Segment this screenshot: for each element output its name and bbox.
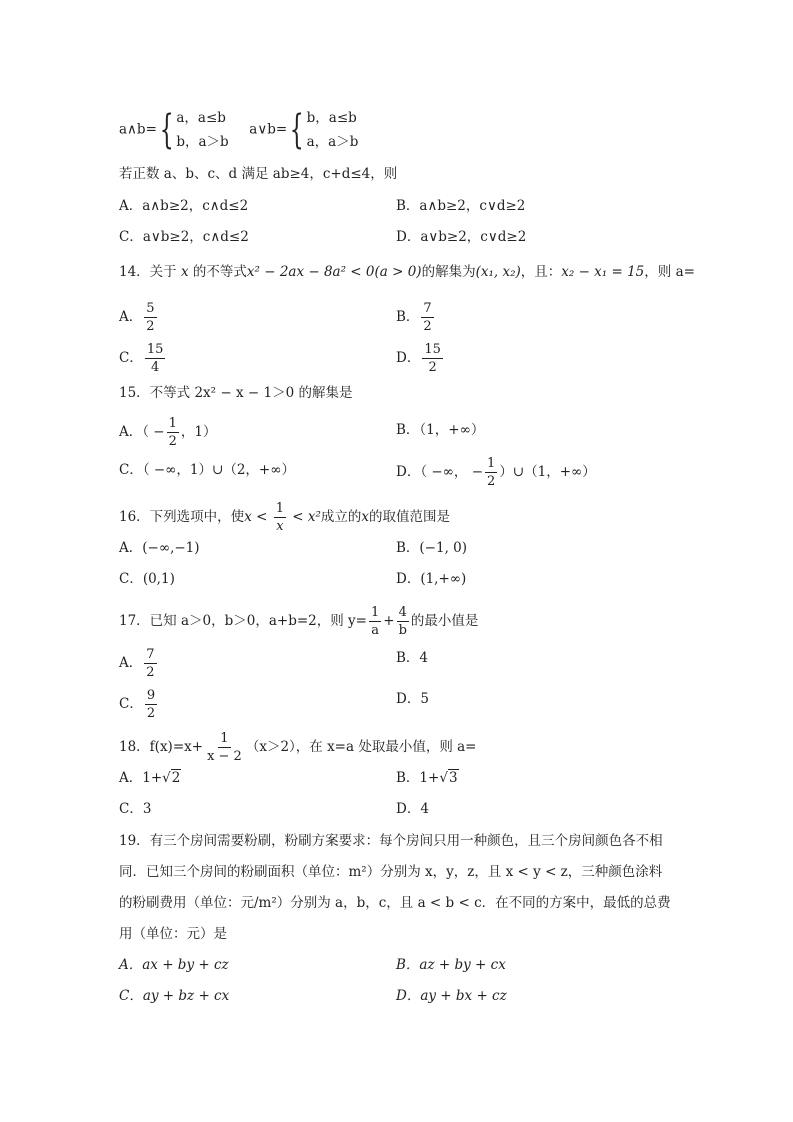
q16-var-x2: x [361, 509, 370, 525]
q15-a-fraction [167, 417, 179, 448]
q16-option-a[interactable]: A．(−∞,−1) [119, 540, 200, 556]
q18-option-a[interactable] [119, 768, 181, 788]
q13-option-c[interactable]: C．a∨b≥2，c∧d≤2 [119, 229, 249, 245]
q15-d-fraction [485, 457, 497, 488]
q17-c-fraction [145, 689, 157, 720]
q14-a-den: 2 [146, 319, 155, 334]
q14-option-b[interactable] [396, 302, 436, 333]
q18-option-d[interactable]: D．4 [396, 801, 429, 817]
q19-option-d[interactable]: D．ay + bx + cz [396, 988, 507, 1004]
q18-option-b[interactable] [396, 768, 459, 788]
q17-option-c[interactable] [119, 689, 159, 720]
q17-c-den: 2 [146, 706, 156, 721]
q16-frac-num: 1 [275, 501, 284, 516]
q14-stem-mid: 的不等式 [192, 264, 247, 280]
q15-d-post: ）∪（1，+∞） [499, 464, 596, 480]
q17-stem-end: 的最小值是 [410, 613, 479, 629]
q14-var-x: x [180, 264, 189, 280]
or-case-1: b，a≤b [306, 110, 357, 126]
q19-line-3: 的粉刷费用（单位：元/m²）分别为 a，b，c，且 a < b < c．在不同的方案中，最低的总费 [119, 895, 671, 911]
q13-option-d[interactable]: D．a∨b≥2，c∨d≥2 [396, 229, 527, 245]
q16-stem [119, 502, 450, 533]
q14-a-fraction [144, 302, 156, 333]
q14-d-num: 15 [424, 342, 441, 357]
q16-option-d[interactable]: D．(1,+∞) [396, 571, 467, 587]
q13-option-b[interactable]: B．a∧b≥2，c∨d≥2 [396, 198, 526, 214]
q17-option-b[interactable]: B．4 [396, 650, 429, 666]
q14-inequality: x² − 2ax − 8a² < 0(a > 0) [246, 264, 422, 280]
q14-c-fraction [145, 343, 166, 374]
q18-option-c[interactable]: C．3 [119, 801, 152, 817]
q14-a-num: 5 [146, 301, 155, 316]
q17-plus: + [383, 613, 395, 629]
q14-solution-set: (x₁, x₂) [475, 264, 521, 280]
q15-a-post: ，1） [180, 424, 217, 440]
q18-frac-den: x − 2 [207, 749, 242, 764]
q18-a-radicand: 2 [171, 770, 181, 786]
q19-line-4: 用（单位：元）是 [119, 926, 227, 942]
q14-d-label: D． [396, 350, 421, 366]
q18-b-radicand: 3 [448, 770, 458, 786]
q18-b-pre: B．1+ [396, 770, 440, 786]
q14-c-den: 4 [150, 360, 160, 375]
q17-f1-num: 1 [370, 605, 380, 620]
q14-a-label: A． [119, 309, 143, 325]
q16-lt2: < x² [288, 509, 321, 525]
q18-fraction [205, 732, 244, 763]
or-case-2: a，a＞b [306, 134, 359, 150]
q14-option-d[interactable] [396, 343, 445, 374]
q14-b-num: 7 [423, 301, 432, 316]
sqrt-icon: √3 [439, 770, 458, 786]
q19-line-1: 19．有三个房间需要粉刷，粉刷方案要求：每个房间只用一种颜色，且三个房间颜色各不相 [119, 833, 663, 849]
q14-option-a[interactable] [119, 302, 159, 333]
q14-c-label: C． [119, 350, 143, 366]
sqrt-icon: √2 [162, 770, 181, 786]
q19-option-c[interactable]: C．ay + bz + cx [119, 988, 230, 1004]
q14-stem-end: ，则 a= [644, 264, 695, 280]
q16-fraction [274, 502, 286, 533]
q18-frac-num: 1 [220, 731, 229, 746]
q14-c-num: 15 [146, 342, 164, 357]
q17-option-d[interactable]: D．5 [396, 691, 429, 707]
q15-d-pre: （ −∞， − [420, 464, 484, 480]
and-cases [176, 106, 228, 154]
q17-stem-prefix: 17．已知 a＞0，b＞0，a+b=2，则 y= [119, 613, 367, 629]
q16-stem-prefix: 16．下列选项中，使 [119, 509, 245, 525]
or-brace-icon: { [289, 107, 304, 153]
and-brace-icon: { [159, 107, 174, 153]
q15-stem: 15．不等式 2x² − x − 1＞0 的解集是 [119, 385, 353, 401]
q15-a-label: A． [119, 424, 143, 440]
q16-var-x: x [244, 509, 252, 525]
q19-option-a[interactable]: A．ax + by + cz [119, 957, 229, 973]
q14-stem-prefix: 14．关于 [119, 264, 177, 280]
q15-a-den: 2 [168, 434, 177, 449]
q18-stem-end: （x＞2），在 x=a 处取最小值，则 a= [245, 739, 477, 755]
q17-fraction-2 [397, 606, 409, 637]
q17-c-label: C． [119, 696, 143, 712]
q17-option-a[interactable] [119, 648, 159, 679]
q13-stem: 若正数 a、b、c、d 满足 ab≥4，c+d≤4，则 [119, 166, 398, 182]
q16-stem-mid: 成立的 [320, 509, 362, 525]
q17-f2-num: 4 [398, 605, 407, 620]
q16-stem-end: 的取值范围是 [369, 509, 451, 525]
q16-option-c[interactable]: C．(0,1) [119, 571, 175, 587]
q17-fraction-1 [369, 606, 381, 637]
and-case-2: b，a＞b [176, 134, 229, 150]
q14-option-c[interactable] [119, 343, 167, 374]
q16-frac-den: x [276, 519, 284, 534]
q17-stem [119, 606, 478, 637]
q14-b-den: 2 [423, 319, 432, 334]
q14-stem [119, 262, 695, 282]
and-definition-label: a∧b= [119, 121, 157, 138]
q17-c-num: 9 [146, 688, 156, 703]
q15-d-label: D． [396, 464, 421, 480]
or-cases [307, 106, 359, 154]
q15-option-b[interactable]: B．（1，+∞） [396, 422, 485, 438]
q15-a-pre: （ − [142, 424, 165, 440]
q15-d-num: 1 [487, 456, 496, 471]
q17-a-num: 7 [146, 647, 155, 662]
q14-b-label: B． [396, 309, 420, 325]
q15-option-a[interactable] [119, 417, 216, 448]
q15-option-c[interactable]: C．（ −∞，1）∪（2，+∞） [119, 462, 295, 478]
q18-stem [119, 732, 477, 763]
q15-d-den: 2 [487, 474, 496, 489]
q17-a-label: A． [119, 655, 143, 671]
and-case-1: a，a≤b [176, 110, 226, 126]
q13-option-a[interactable]: A．a∧b≥2，c∧d≤2 [119, 198, 249, 214]
q14-stem-mid2: 的解集为 [421, 264, 476, 280]
q16-option-b[interactable]: B．(−1, 0) [396, 540, 468, 556]
or-definition-label: a∨b= [249, 121, 288, 138]
q19-option-b[interactable]: B．az + by + cx [396, 957, 506, 973]
q18-a-pre: A．1+ [119, 770, 163, 786]
q14-stem-mid3: ，且： [520, 264, 562, 280]
q17-a-fraction [144, 648, 156, 679]
q14-d-den: 2 [428, 360, 437, 375]
q18-stem-prefix: 18．f(x)=x+ [119, 739, 204, 755]
q15-a-num: 1 [168, 416, 177, 431]
q17-a-den: 2 [146, 665, 155, 680]
q17-f2-den: b [398, 623, 407, 638]
q19-line-2: 同．已知三个房间的粉刷面积（单位：m²）分别为 x，y，z，且 x < y < z，三种颜色涂料 [119, 864, 663, 880]
q13-definitions [119, 106, 358, 154]
q15-option-d[interactable] [396, 457, 596, 488]
q14-d-fraction [422, 343, 443, 374]
q16-lt1: < [251, 509, 272, 525]
q14-b-fraction [421, 302, 433, 333]
q14-condition: x₂ − x₁ = 15 [561, 264, 645, 280]
q17-f1-den: a [371, 623, 379, 638]
